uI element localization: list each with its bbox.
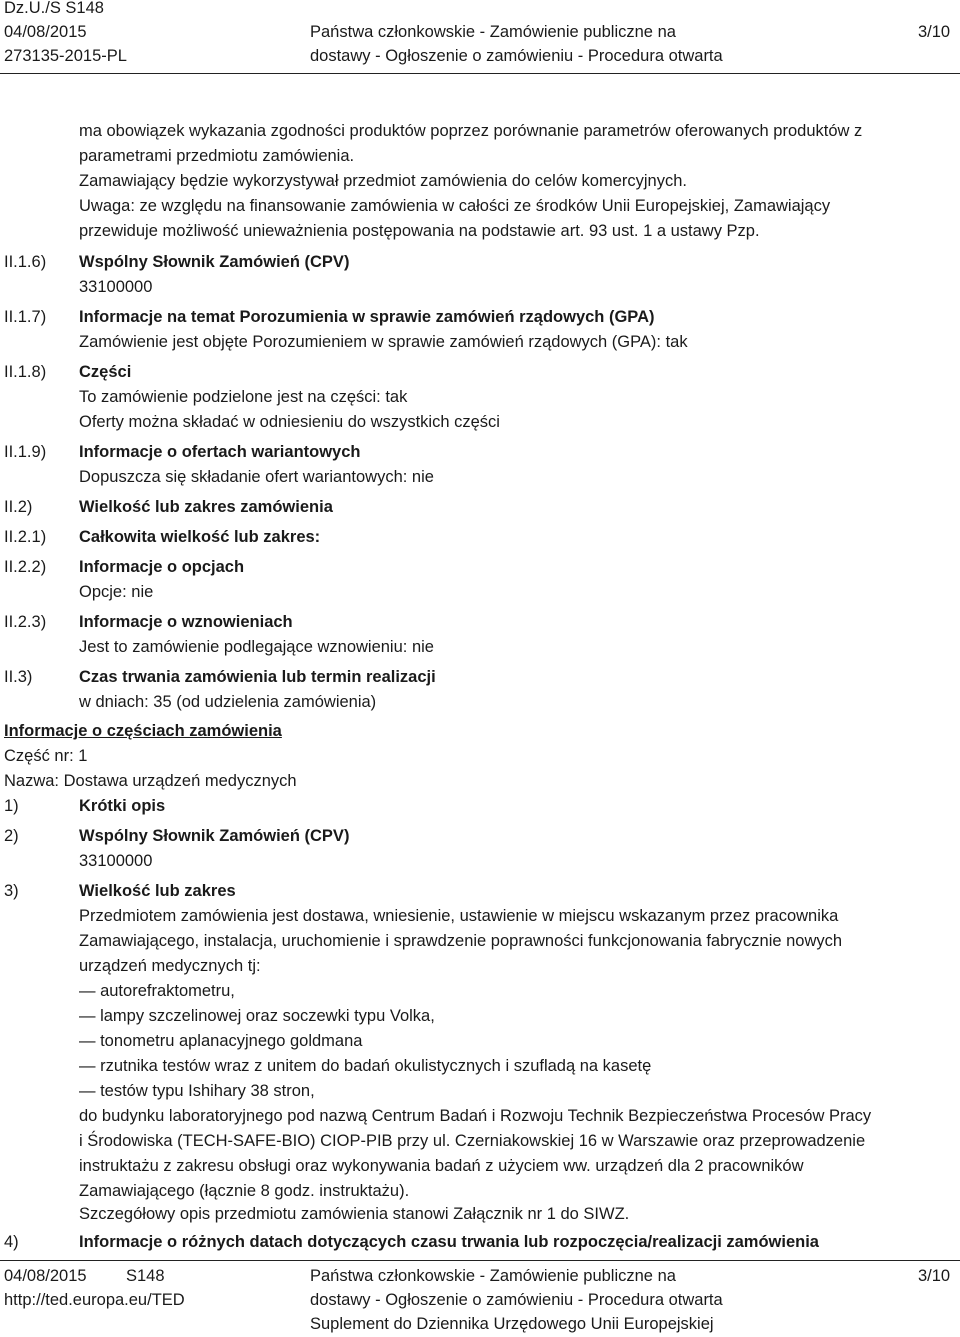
section-number: II.2.2) — [4, 558, 47, 576]
scope-line: i Środowiska (TECH-SAFE-BIO) CIOP-PIB przy ul. Czerniakowskiej 16 w Warszawie oraz przeprowadzenie — [79, 1132, 866, 1150]
scope-line: — testów typu Ishihary 38 stron, — [79, 1082, 315, 1100]
section-title: Wspólny Słownik Zamówień (CPV) — [79, 253, 350, 271]
intro-line: Zamawiający będzie wykorzystywał przedmiot zamówienia do celów komercyjnych. — [79, 172, 687, 190]
item-title: Wspólny Słownik Zamówień (CPV) — [79, 827, 350, 845]
section-number: II.2) — [4, 498, 33, 516]
part-number: Część nr: 1 — [4, 747, 88, 765]
part-name: Nazwa: Dostawa urządzeń medycznych — [4, 772, 297, 790]
section-title: Czas trwania zamówienia lub termin realizacji — [79, 668, 436, 686]
section-title: Wielkość lub zakres zamówienia — [79, 498, 333, 516]
item-title: Informacje o różnych datach dotyczących czasu trwania lub rozpoczęcia/realizacji zamówienia — [79, 1233, 819, 1251]
section-title: Części — [79, 363, 132, 381]
item-title: Krótki opis — [79, 797, 166, 815]
scope-line: Przedmiotem zamówienia jest dostawa, wniesienie, ustawienie w miejscu wskazanym przez pracownika — [79, 907, 839, 925]
section-value: w dniach: 35 (od udzielenia zamówienia) — [79, 693, 377, 711]
item-number: 4) — [4, 1233, 19, 1251]
scope-line: urządzeń medycznych tj: — [79, 957, 261, 975]
section-number: II.1.6) — [4, 253, 47, 271]
header-date: 04/08/2015 — [4, 23, 87, 41]
footer-divider — [0, 1260, 960, 1261]
scope-line: do budynku laboratoryjnego pod nazwą Centrum Badań i Rozwoju Technik Bezpieczeństwa Procesów Pracy — [79, 1107, 872, 1125]
item-number: 2) — [4, 827, 19, 845]
section-value: Oferty można składać w odniesieniu do wszystkich części — [79, 413, 500, 431]
parts-heading: Informacje o częściach zamówienia — [4, 722, 282, 740]
notice-ref: 273135-2015-PL — [4, 47, 127, 65]
section-number: II.2.1) — [4, 528, 47, 546]
scope-line: — tonometru aplanacyjnego goldmana — [79, 1032, 363, 1050]
journal-ref: Dz.U./S S148 — [4, 0, 104, 17]
section-value: Dopuszcza się składanie ofert wariantowych: nie — [79, 468, 434, 486]
item-number: 3) — [4, 882, 19, 900]
item-number: 1) — [4, 797, 19, 815]
section-number: II.2.3) — [4, 613, 47, 631]
section-number: II.1.9) — [4, 443, 47, 461]
section-title: Informacje o ofertach wariantowych — [79, 443, 361, 461]
scope-line: instruktażu z zakresu obsługi oraz wykonywania badań z użyciem ww. urządzeń dla 2 pracowników — [79, 1157, 804, 1175]
footer-page-number: 3/10 — [918, 1267, 951, 1285]
footer-title-line2: dostawy - Ogłoszenie o zamówieniu - Procedura otwarta — [310, 1291, 723, 1309]
header-page-number: 3/10 — [918, 23, 951, 41]
intro-line: parametrami przedmiotu zamówienia. — [79, 147, 355, 165]
footer-code: S148 — [126, 1267, 165, 1285]
header-title-line2: dostawy - Ogłoszenie o zamówieniu - Procedura otwarta — [310, 47, 723, 65]
section-value: 33100000 — [79, 278, 153, 296]
section-number: II.1.8) — [4, 363, 47, 381]
scope-line: — autorefraktometru, — [79, 982, 235, 1000]
scope-line: Zamawiającego, instalacja, uruchomienie i sprawdzenie poprawności funkcjonowania fabrycznie nowych — [79, 932, 843, 950]
header-title-line1: Państwa członkowskie - Zamówienie publiczne na — [310, 23, 676, 41]
section-title: Informacje o opcjach — [79, 558, 245, 576]
section-title: Całkowita wielkość lub zakres: — [79, 528, 321, 546]
section-title: Informacje na temat Porozumienia w sprawie zamówień rządowych (GPA) — [79, 308, 655, 326]
intro-line: Uwaga: ze względu na finansowanie zamówienia w całości ze środków Unii Europejskiej, Zamawiający — [79, 197, 831, 215]
scope-line: — lampy szczelinowej oraz soczewki typu Volka, — [79, 1007, 435, 1025]
section-number: II.3) — [4, 668, 33, 686]
scope-line: — rzutnika testów wraz z unitem do badań okulistycznych i szufladą na kasetę — [79, 1057, 652, 1075]
section-value: Jest to zamówienie podlegające wznowieniu: nie — [79, 638, 434, 656]
footer-title-line3: Suplement do Dziennika Urzędowego Unii Europejskiej — [310, 1315, 714, 1333]
header-divider — [0, 73, 960, 74]
intro-line: przewiduje możliwość unieważnienia postępowania na podstawie art. 93 ust. 1 a ustawy Pzp. — [79, 222, 760, 240]
scope-line: Szczegółowy opis przedmiotu zamówienia stanowi Załącznik nr 1 do SIWZ. — [79, 1205, 630, 1223]
section-number: II.1.7) — [4, 308, 47, 326]
footer-link[interactable]: http://ted.europa.eu/TED — [4, 1291, 185, 1309]
section-value: To zamówienie podzielone jest na części: tak — [79, 388, 408, 406]
item-title: Wielkość lub zakres — [79, 882, 236, 900]
scope-line: Zamawiającego (łącznie 8 godz. instruktażu). — [79, 1182, 410, 1200]
footer-date: 04/08/2015 — [4, 1267, 87, 1285]
intro-line: ma obowiązek wykazania zgodności produktów poprzez porównanie parametrów oferowanych produktów z — [79, 122, 863, 140]
footer-title-line1: Państwa członkowskie - Zamówienie publiczne na — [310, 1267, 676, 1285]
section-value: Zamówienie jest objęte Porozumieniem w sprawie zamówień rządowych (GPA): tak — [79, 333, 688, 351]
section-value: Opcje: nie — [79, 583, 154, 601]
section-title: Informacje o wznowieniach — [79, 613, 293, 631]
item-value: 33100000 — [79, 852, 153, 870]
